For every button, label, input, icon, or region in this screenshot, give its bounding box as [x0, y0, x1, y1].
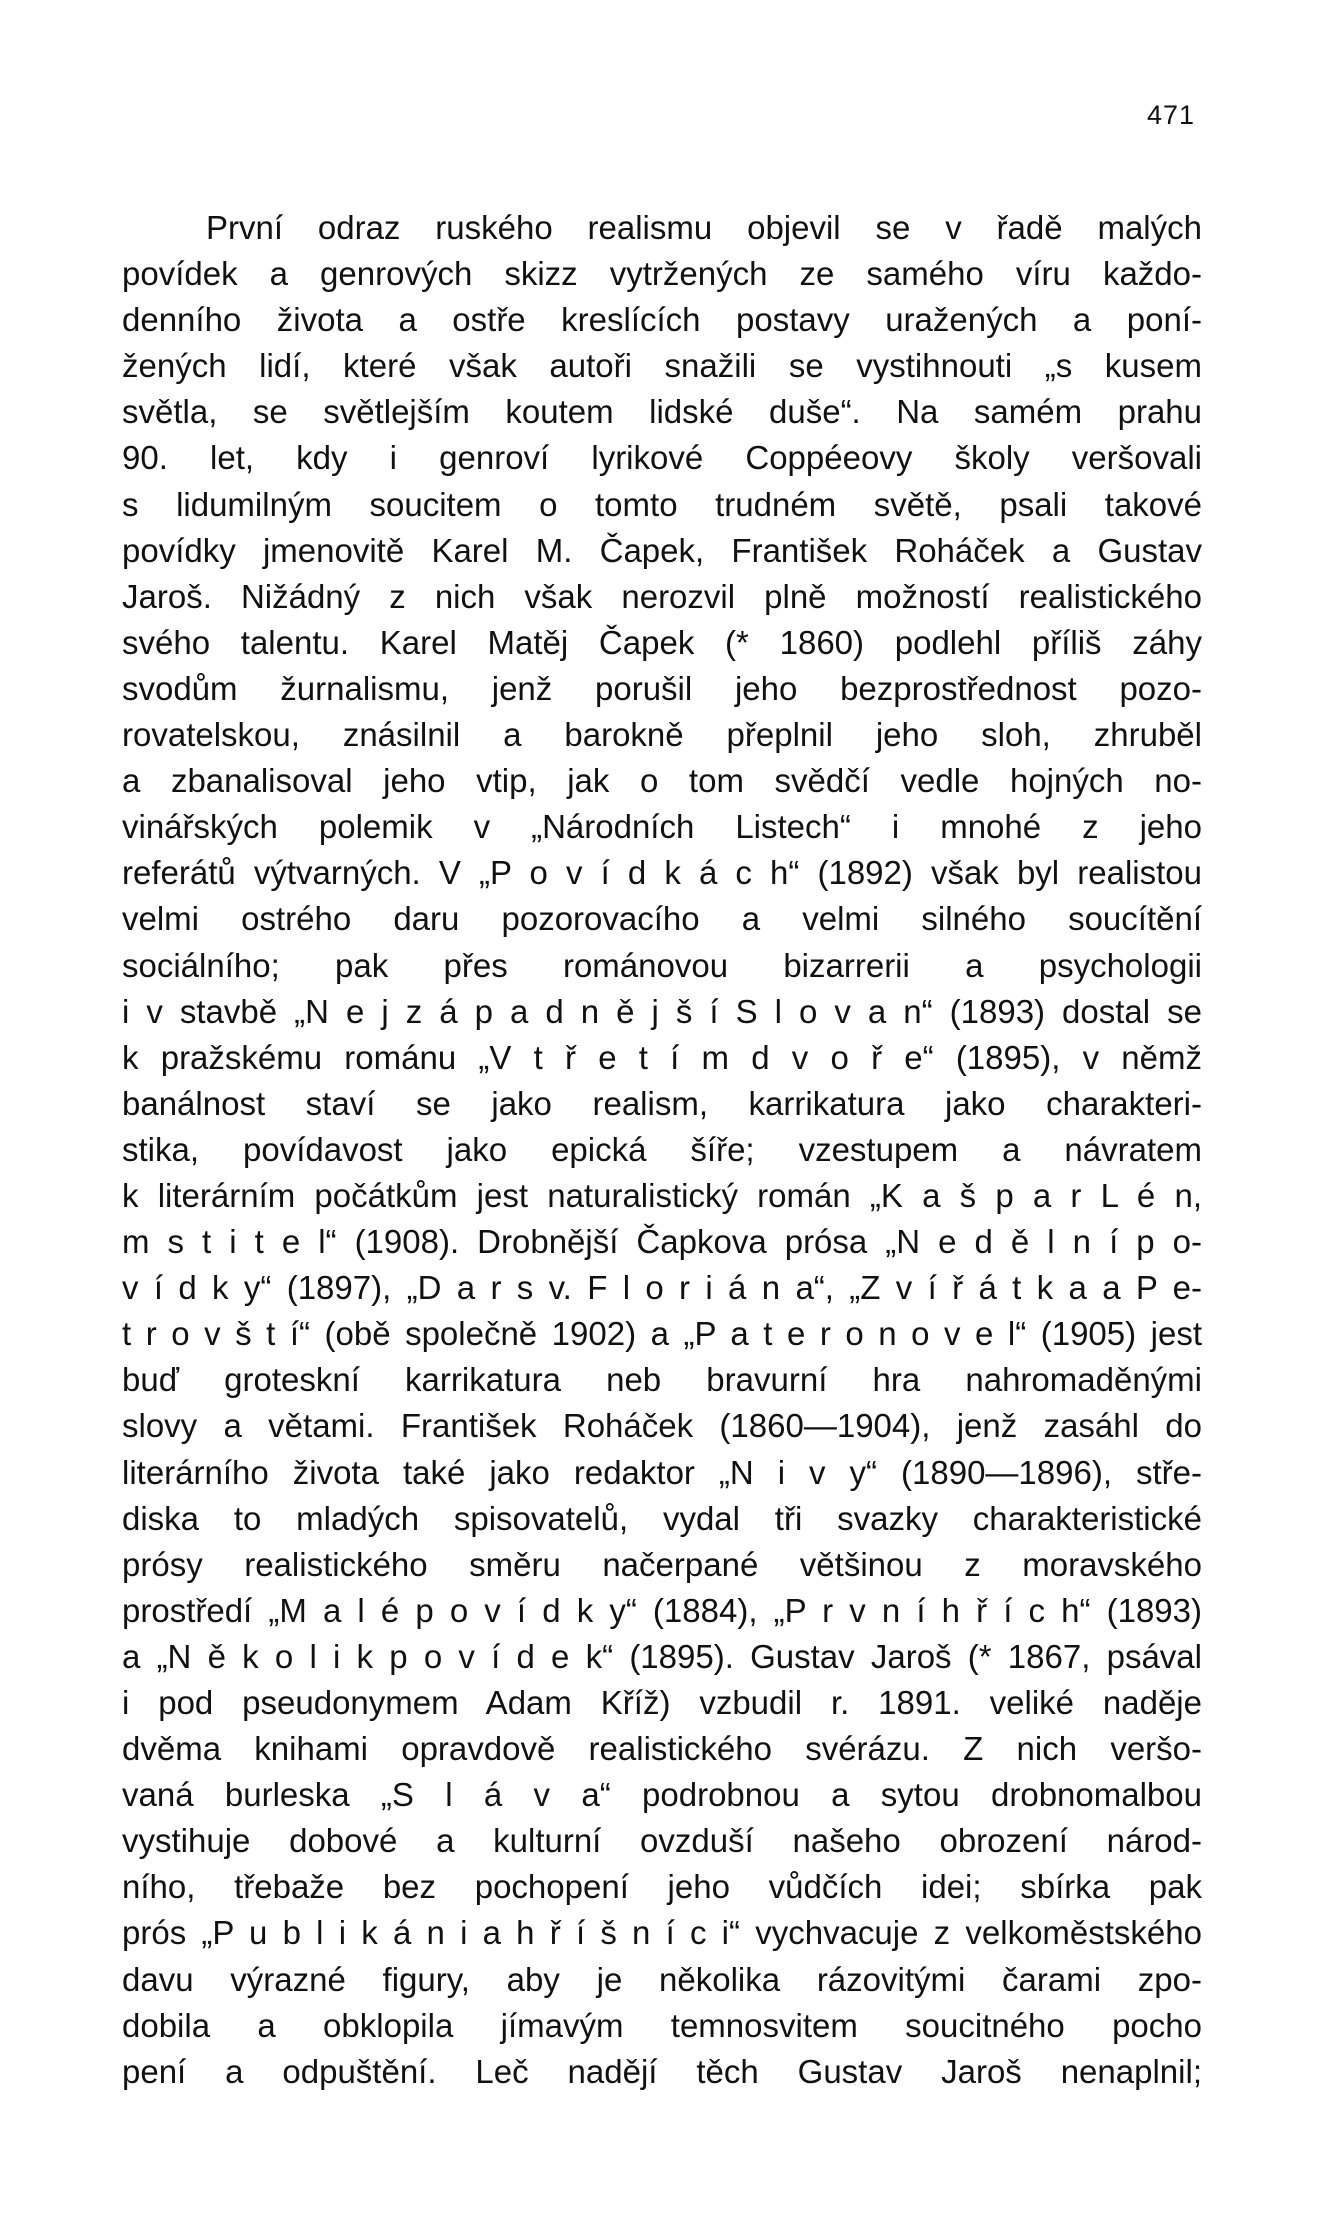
page-number: 471 — [1146, 100, 1195, 130]
text-line: prostředí „M a l é p o v í d k y“ (1884), „P r v n í h ř í c h“ (1893) — [122, 1591, 1202, 1629]
text-line: rovatelskou, znásilnil a barokně přeplnil jeho sloh, zhruběl — [122, 716, 1202, 754]
text-line: k pražskému románu „V t ř e t í m d v o ř e“ (1895), v němž — [122, 1038, 1202, 1076]
text-line: s lidumilným soucitem o tomto trudném světě, psali takové — [122, 485, 1202, 523]
text-line: buď groteskní karrikatura neb bravurní hra nahromaděnými — [122, 1361, 1202, 1399]
text-line: vinářských polemik v „Národních Listech“ i mnohé z jeho — [122, 808, 1202, 846]
text-line: Jaroš. Nižádný z nich však nerozvil plně možností realistického — [122, 577, 1202, 615]
text-line: ního, třebaže bez pochopení jeho vůdčích idei; sbírka pak — [122, 1868, 1202, 1906]
text-line: denního života a ostře kreslících postavy uražených a poní- — [122, 301, 1202, 339]
body-text — [122, 205, 1202, 2095]
text-line: k literárním počátkům jest naturalistický román „K a š p a r L é n, — [122, 1176, 1202, 1214]
text-line: pení a odpuštění. Leč nadějí těch Gustav Jaroš nenaplnil; — [122, 2052, 1202, 2090]
text-line: povídek a genrových skizz vytržených ze samého víru každo- — [122, 255, 1202, 293]
text-line: t r o v š t í“ (obě společně 1902) a „P a t e r o n o v e l“ (1905) jest — [122, 1315, 1202, 1353]
text-line: a zbanalisoval jeho vtip, jak o tom svědčí vedle hojných no- — [122, 762, 1202, 800]
text-line: stika, povídavost jako epická šíře; vzestupem a návratem — [122, 1130, 1202, 1168]
text-line: povídky jmenovitě Karel M. Čapek, František Roháček a Gustav — [122, 531, 1202, 569]
text-line: sociálního; pak přes románovou bizarrerii a psychologii — [122, 946, 1202, 984]
text-line: referátů výtvarných. V „P o v í d k á c h“ (1892) však byl realistou — [122, 854, 1202, 892]
text-line: prósy realistického směru načerpané většinou z moravského — [122, 1545, 1202, 1583]
text-line: dobila a obklopila jímavým temnosvitem soucitného pocho — [122, 2006, 1202, 2044]
text-line: prós „P u b l i k á n i a h ř í š n í c i“ vychvacuje z velkoměstského — [122, 1914, 1202, 1952]
text-line: literárního života také jako redaktor „N i v y“ (1890—1896), stře- — [122, 1453, 1202, 1491]
text-line: První odraz ruského realismu objevil se v řadě malých — [206, 209, 1202, 246]
text-line: žených lidí, které však autoři snažili se vystihnouti „s kusem — [122, 347, 1202, 385]
text-line: svého talentu. Karel Matěj Čapek (* 1860) podlehl příliš záhy — [122, 623, 1202, 661]
text-line: 90. let, kdy i genroví lyrikové Coppéeovy školy veršovali — [122, 439, 1202, 477]
text-line: a „N ě k o l i k p o v í d e k“ (1895). Gustav Jaroš (* 1867, psával — [122, 1637, 1202, 1675]
text-line: velmi ostrého daru pozorovacího a velmi silného soucítění — [122, 900, 1202, 938]
text-line: slovy a větami. František Roháček (1860—1904), jenž zasáhl do — [122, 1407, 1202, 1445]
text-line: v í d k y“ (1897), „D a r s v. F l o r i á n a“, „Z v í ř á t k a a P e- — [122, 1269, 1202, 1307]
text-line: svodům žurnalismu, jenž porušil jeho bezprostřednost pozo- — [122, 669, 1202, 707]
text-line: davu výrazné figury, aby je několika rázovitými čarami zpo- — [122, 1960, 1202, 1998]
text-line: vaná burleska „S l á v a“ podrobnou a sytou drobnomalbou — [122, 1776, 1202, 1814]
text-line: vystihuje dobové a kulturní ovzduší našeho obrození národ- — [122, 1822, 1202, 1860]
text-line: banálnost staví se jako realism, karrikatura jako charakteri- — [122, 1084, 1202, 1122]
text-line: diska to mladých spisovatelů, vydal tři svazky charakteristické — [122, 1499, 1202, 1537]
text-line: m s t i t e l“ (1908). Drobnější Čapkova prósa „N e d ě l n í p o- — [122, 1223, 1202, 1261]
text-line: i pod pseudonymem Adam Kříž) vzbudil r. 1891. veliké naděje — [122, 1684, 1202, 1721]
text-line: dvěma knihami opravdově realistického svérázu. Z nich veršo- — [122, 1730, 1202, 1768]
text-line: i v stavbě „N e j z á p a d n ě j š í S l o v a n“ (1893) dostal se — [122, 992, 1202, 1030]
text-line: světla, se světlejším koutem lidské duše“. Na samém prahu — [122, 393, 1202, 431]
